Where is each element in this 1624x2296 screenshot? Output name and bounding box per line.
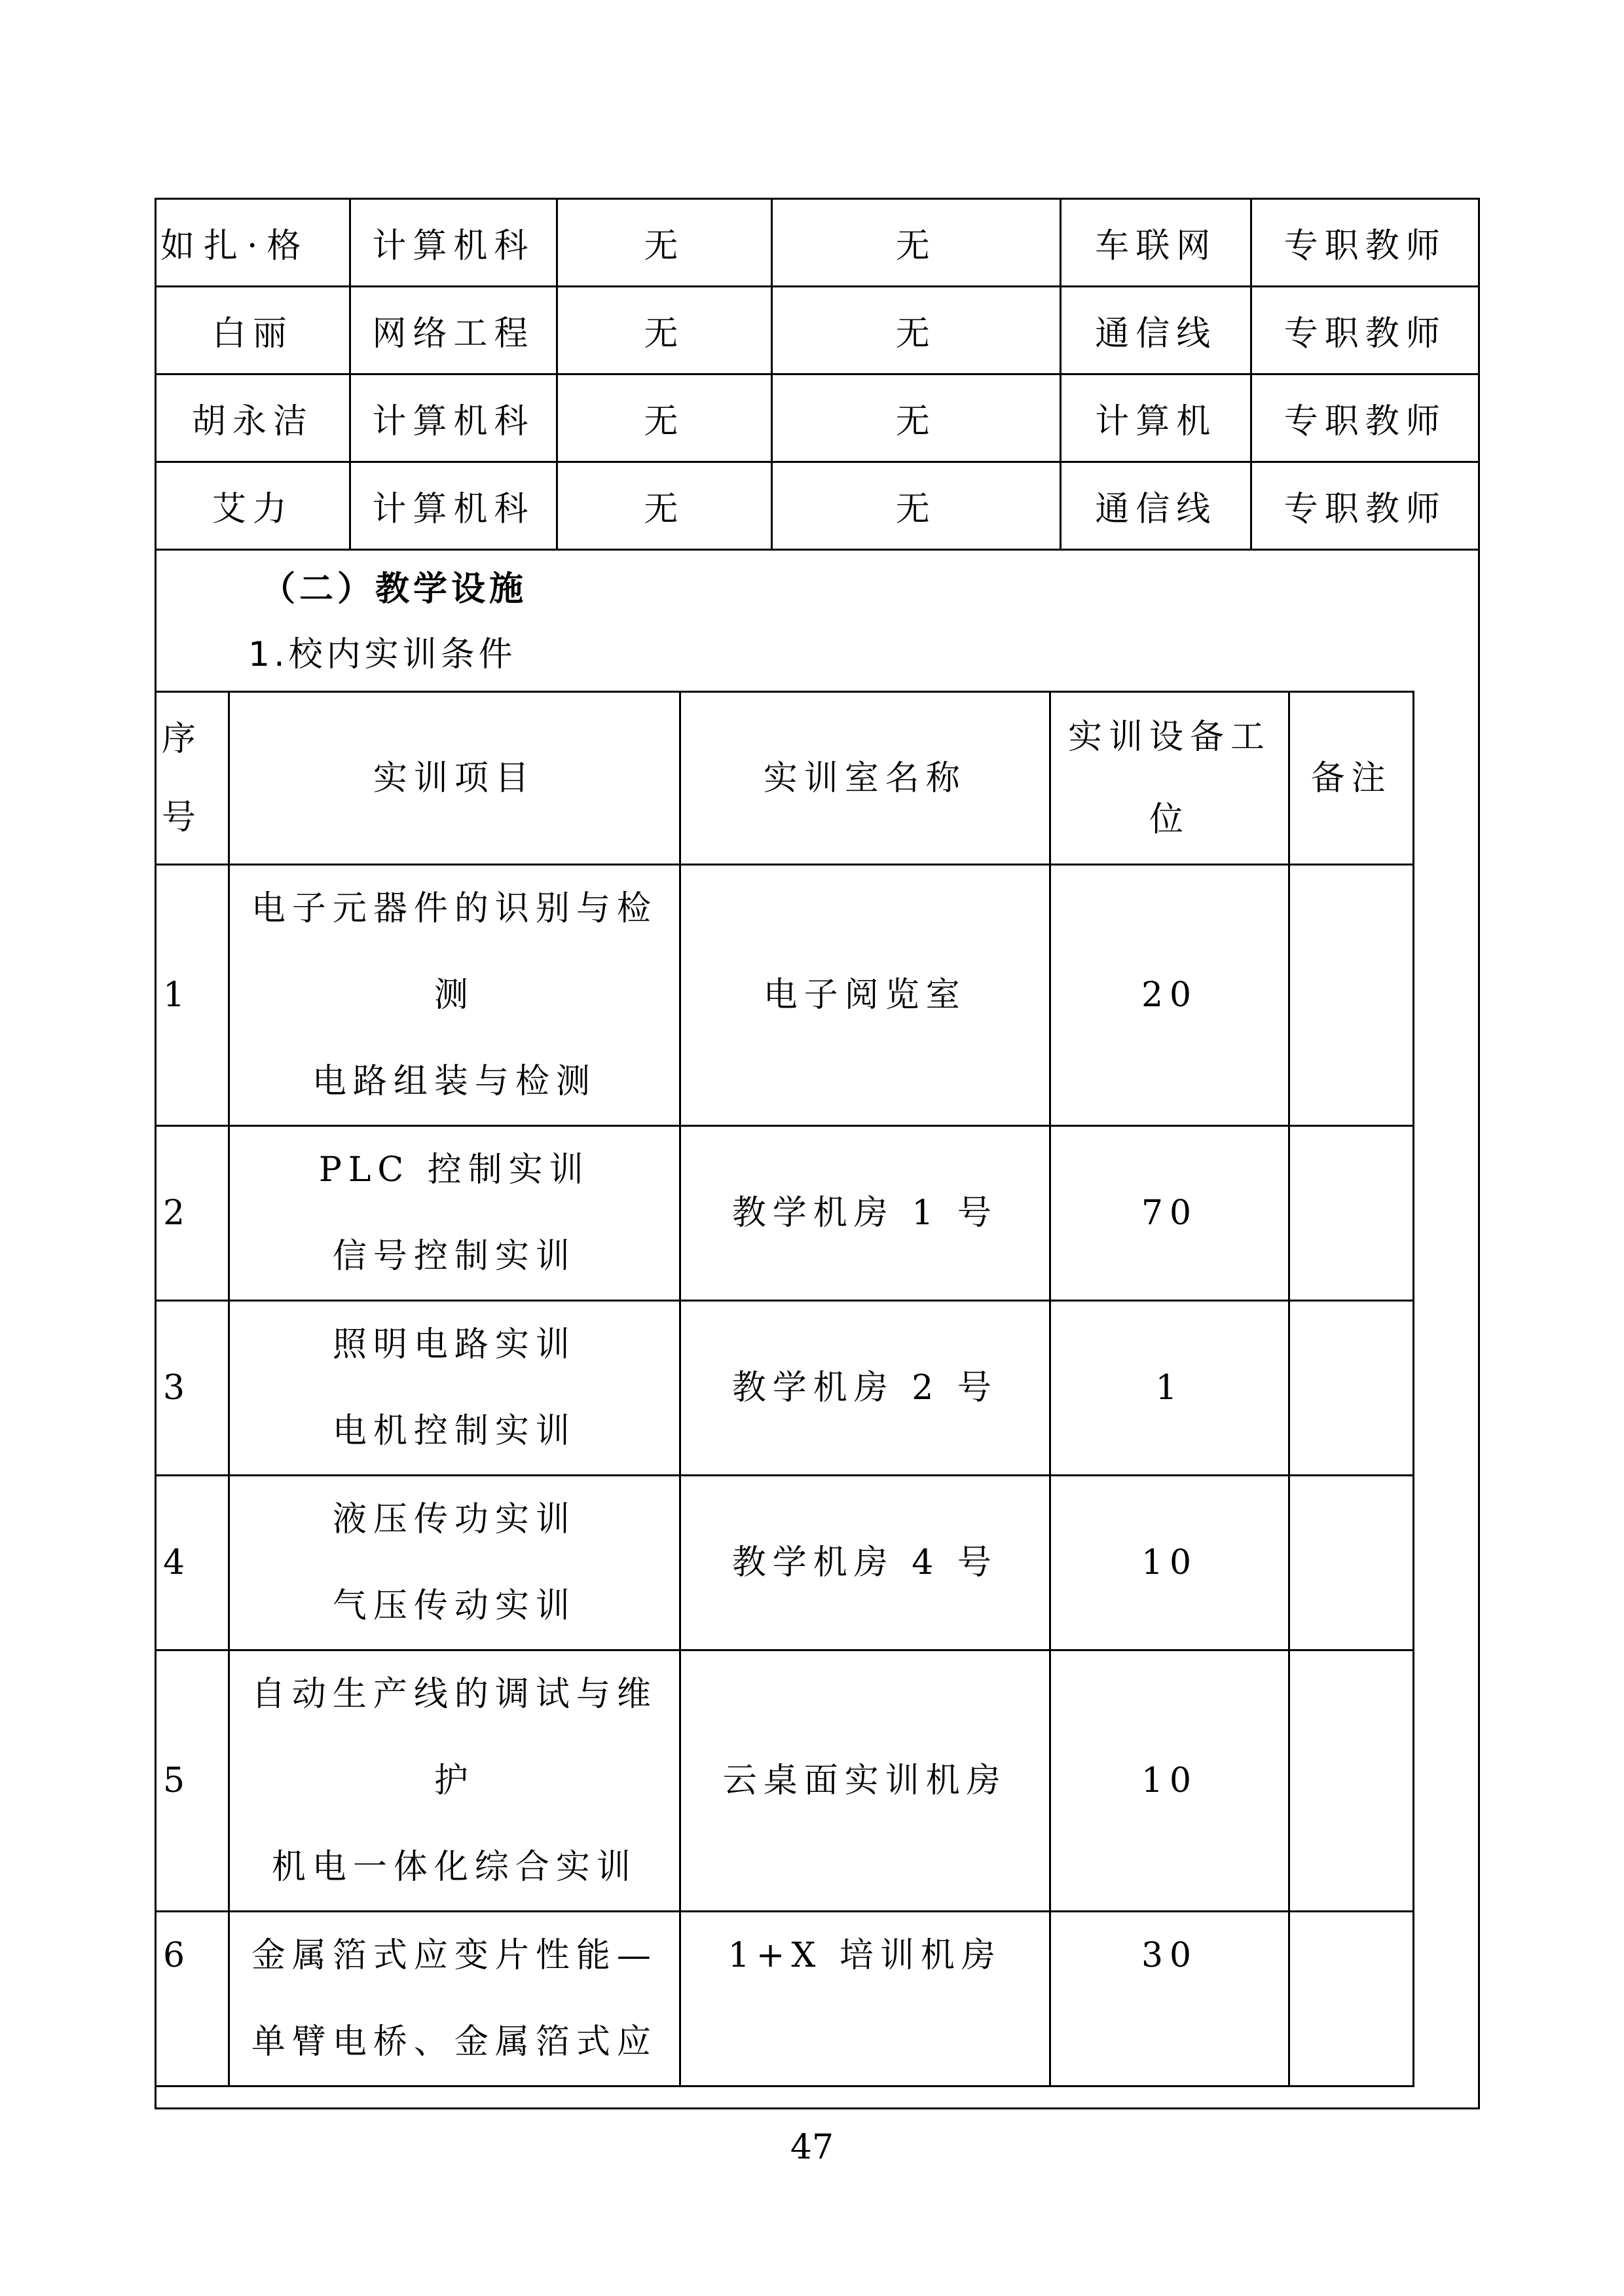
- training-remark-cell: [1289, 1650, 1414, 1912]
- training-project-line: 电机控制实训: [332, 1412, 576, 1451]
- training-room-cell: 1+X 培训机房: [680, 1912, 1050, 2086]
- training-project-line: PLC 控制实训: [318, 1150, 590, 1190]
- header-stations: [1050, 692, 1289, 865]
- training-project-line: 测: [434, 975, 475, 1015]
- staff-field-cell: 通信线: [1060, 287, 1251, 374]
- staff-name-cell: 胡永洁: [156, 374, 350, 462]
- staff-field-cell: 车联网: [1060, 199, 1251, 287]
- training-project-line: 信号控制实训: [332, 1237, 576, 1276]
- training-row: [156, 1301, 1414, 1476]
- training-row: [156, 1126, 1414, 1301]
- training-header-row: [156, 692, 1414, 865]
- training-remark-cell: [1289, 1126, 1414, 1301]
- training-room-cell: 云桌面实训机房: [680, 1650, 1050, 1912]
- training-row: [156, 1476, 1414, 1650]
- training-project-cell: [229, 865, 680, 1126]
- staff-field-cell: 计算机: [1060, 374, 1251, 462]
- staff-major-cell: 计算机科: [350, 199, 557, 287]
- training-project-line: 液压传功实训: [332, 1500, 576, 1539]
- training-project-line: 电子元器件的识别与检: [251, 889, 657, 928]
- staff-type-cell: 专职教师: [1251, 199, 1479, 287]
- training-project-line: 照明电路实训: [332, 1325, 576, 1364]
- header-seq-line2: 号: [162, 797, 203, 837]
- training-remark-cell: [1289, 865, 1414, 1126]
- training-stations-cell: 30: [1050, 1912, 1289, 2086]
- page-number: 47: [790, 2128, 834, 2167]
- header-stations-line2: 位: [1149, 799, 1190, 839]
- header-stations-line1: 实训设备工: [1068, 717, 1272, 757]
- training-project-cell: [229, 1126, 680, 1301]
- training-seq-cell: 3: [156, 1301, 229, 1476]
- training-seq-cell: 4: [156, 1476, 229, 1650]
- header-remark: 备注: [1289, 692, 1414, 865]
- staff-col4-cell: 无: [771, 462, 1060, 550]
- training-seq-cell: 5: [156, 1650, 229, 1912]
- staff-col4-cell: 无: [771, 199, 1060, 287]
- training-seq-cell: 1: [156, 865, 229, 1126]
- staff-col3-cell: 无: [557, 287, 772, 374]
- training-table: [155, 691, 1414, 2087]
- header-room: 实训室名称: [680, 692, 1050, 865]
- staff-col4-cell: 无: [771, 287, 1060, 374]
- staff-type-cell: 专职教师: [1251, 374, 1479, 462]
- training-row: [156, 1912, 1414, 2086]
- training-seq-cell: 6: [156, 1912, 229, 2086]
- training-project-line: 自动生产线的调试与维: [251, 1675, 657, 1714]
- training-project-line: 气压传动实训: [332, 1586, 576, 1626]
- staff-row: [156, 462, 1479, 550]
- training-project-line: 护: [434, 1761, 475, 1800]
- training-stations-cell: 1: [1050, 1301, 1289, 1476]
- training-stations-cell: 10: [1050, 1476, 1289, 1650]
- staff-col3-cell: 无: [557, 199, 772, 287]
- training-project-cell: [229, 1301, 680, 1476]
- training-remark-cell: [1289, 1476, 1414, 1650]
- staff-type-cell: 专职教师: [1251, 287, 1479, 374]
- training-project-line: 电路组装与检测: [312, 1062, 597, 1101]
- staff-row: [156, 374, 1479, 462]
- training-project-cell: [229, 1912, 680, 2086]
- staff-major-cell: 计算机科: [350, 462, 557, 550]
- staff-col4-cell: 无: [771, 374, 1060, 462]
- staff-row: [156, 287, 1479, 374]
- training-remark-cell: [1289, 1912, 1414, 2086]
- training-project-line: 单臂电桥、金属箔式应: [251, 2022, 657, 2062]
- staff-field-cell: 通信线: [1060, 462, 1251, 550]
- header-seq: [156, 692, 229, 865]
- staff-col3-cell: 无: [557, 462, 772, 550]
- section-heading: （二）教学设施: [261, 570, 528, 609]
- training-project-line: 金属箔式应变片性能—: [251, 1936, 657, 1975]
- page-frame: [155, 198, 1480, 2109]
- staff-name-cell: 白丽: [156, 287, 350, 374]
- training-room-cell: 教学机房 1 号: [680, 1126, 1050, 1301]
- subsection-heading: 1.校内实训条件: [248, 635, 517, 674]
- training-stations-cell: 10: [1050, 1650, 1289, 1912]
- header-seq-line1: 序: [162, 719, 203, 759]
- training-project-line: 机电一体化综合实训: [271, 1848, 637, 1887]
- training-stations-cell: 20: [1050, 865, 1289, 1126]
- staff-col3-cell: 无: [557, 374, 772, 462]
- staff-major-cell: 网络工程: [350, 287, 557, 374]
- training-stations-cell: 70: [1050, 1126, 1289, 1301]
- training-room-cell: 教学机房 2 号: [680, 1301, 1050, 1476]
- staff-row: [156, 199, 1479, 287]
- staff-type-cell: 专职教师: [1251, 462, 1479, 550]
- staff-major-cell: 计算机科: [350, 374, 557, 462]
- training-row: [156, 865, 1414, 1126]
- staff-name-cell: 艾力: [156, 462, 350, 550]
- training-row: [156, 1650, 1414, 1912]
- header-project: 实训项目: [229, 692, 680, 865]
- staff-table: [155, 198, 1480, 551]
- training-room-cell: 教学机房 4 号: [680, 1476, 1050, 1650]
- staff-name-cell: 如扎·格: [156, 199, 350, 287]
- training-seq-cell: 2: [156, 1126, 229, 1301]
- training-project-cell: [229, 1650, 680, 1912]
- training-remark-cell: [1289, 1301, 1414, 1476]
- training-project-cell: [229, 1476, 680, 1650]
- training-room-cell: 电子阅览室: [680, 865, 1050, 1126]
